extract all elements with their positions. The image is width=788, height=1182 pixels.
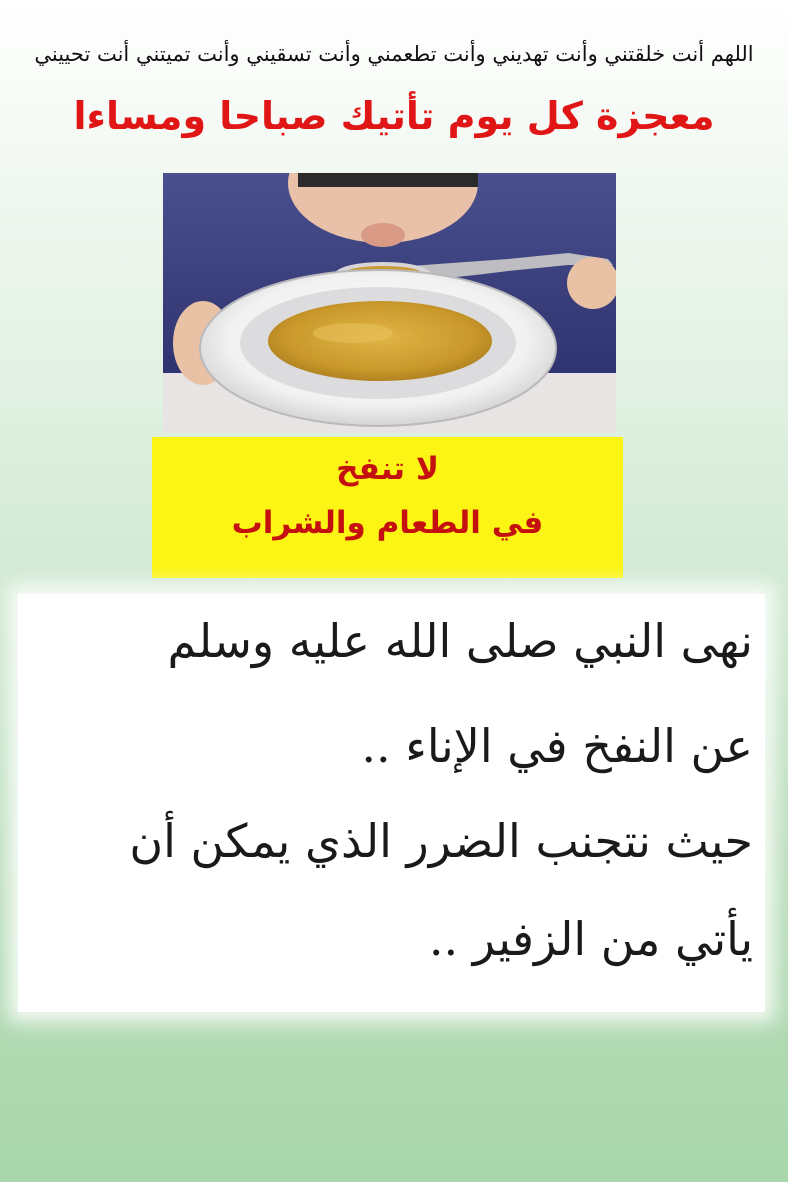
dua-text: اللهم أنت خلقتني وأنت تهديني وأنت تطعمني وأنت تسقيني وأنت تميتني أنت تحييني bbox=[34, 42, 754, 66]
banner-heading: لا تنفخ bbox=[336, 451, 439, 487]
page-title: معجزة كل يوم تأتيك صباحا ومساءا bbox=[73, 94, 715, 138]
soup-photo bbox=[163, 173, 616, 433]
hadith-line: نهى النبي صلى الله عليه وسلم bbox=[167, 614, 753, 668]
hadith-line: حيث نتجنب الضرر الذي يمكن أن bbox=[129, 814, 753, 868]
hadith-line: يأتي من الزفير .. bbox=[428, 912, 753, 966]
hadith-line: عن النفخ في الإناء .. bbox=[361, 719, 753, 773]
warning-banner bbox=[152, 437, 623, 578]
banner-subheading: في الطعام والشراب bbox=[231, 505, 544, 541]
hadith-card bbox=[18, 594, 765, 1012]
